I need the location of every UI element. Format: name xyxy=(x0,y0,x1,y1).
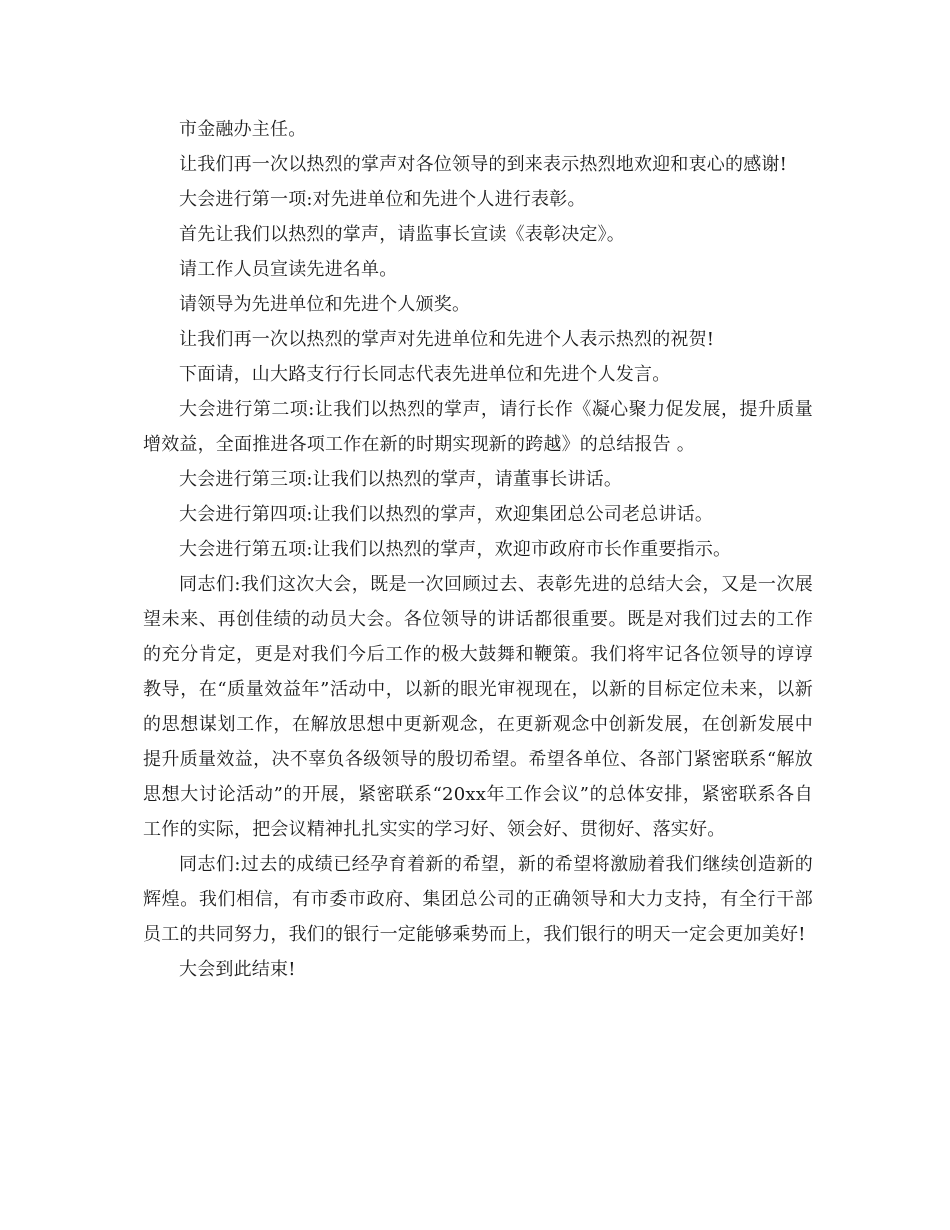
paragraph-1: 市金融办主任。 xyxy=(179,119,307,140)
paragraph-2: 让我们再一次以热烈的掌声对各位领导的到来表示热烈地欢迎和衷心的感谢! xyxy=(179,154,788,175)
document-body xyxy=(143,112,813,987)
paragraph-10: 大会进行第三项:让我们以热烈的掌声，请董事长讲话。 xyxy=(179,469,623,490)
paragraph-13: 同志们:我们这次大会，既是一次回顾过去、表彰先进的总结大会，又是一次展望未来、再创佳绩的动员大会。各位领导的讲话都很重要。既是对我们过去的工作的充分肯定，更是对我们今后工作的极大鼓舞和鞭策。我们将牢记各位领导的谆谆教导，在“质量效益年”活动中，以新的眼光审视现在，以新的目标定位未来，以新的思想谋划工作，在解放思想中更新观念，在更新观念中创新发展，在创新发展中提升质量效益，决不辜负各级领导的殷切希望。希望各单位、各部门紧密联系“解放思想大讨论活动”的开展，紧密联系“20xx年工作会议”的总体安排，紧密联系各自工作的实际，把会议精神扎扎实实的学习好、领会好、贯彻好、落实好。 xyxy=(143,574,813,840)
paragraph-7: 让我们再一次以热烈的掌声对先进单位和先进个人表示热烈的祝贺! xyxy=(179,329,715,350)
paragraph-9: 大会进行第二项:让我们以热烈的掌声，请行长作《凝心聚力促发展，提升质量增效益，全面推进各项工作在新的时期实现新的跨越》的总结报告 。 xyxy=(143,399,813,455)
paragraph-14: 同志们:过去的成绩已经孕育着新的希望，新的希望将激励着我们继续创造新的辉煌。我们相信，有市委市政府、集团总公司的正确领导和大力支持，有全行干部员工的共同努力，我们的银行一定能够乘势而上，我们银行的明天一定会更加美好! xyxy=(143,854,813,945)
paragraph-8: 下面请，山大路支行行长同志代表先进单位和先进个人发言。 xyxy=(179,364,671,385)
paragraph-11: 大会进行第四项:让我们以热烈的掌声，欢迎集团总公司老总讲话。 xyxy=(179,504,714,525)
paragraph-5: 请工作人员宣读先进名单。 xyxy=(179,259,398,280)
paragraph-6: 请领导为先进单位和先进个人颁奖。 xyxy=(179,294,471,315)
paragraph-4: 首先让我们以热烈的掌声，请监事长宣读《表彰决定》。 xyxy=(179,224,625,245)
paragraph-3: 大会进行第一项:对先进单位和先进个人进行表彰。 xyxy=(179,189,586,210)
paragraph-12: 大会进行第五项:让我们以热烈的掌声，欢迎市政府市长作重要指示。 xyxy=(179,539,732,560)
paragraph-15: 大会到此结束! xyxy=(179,959,296,980)
